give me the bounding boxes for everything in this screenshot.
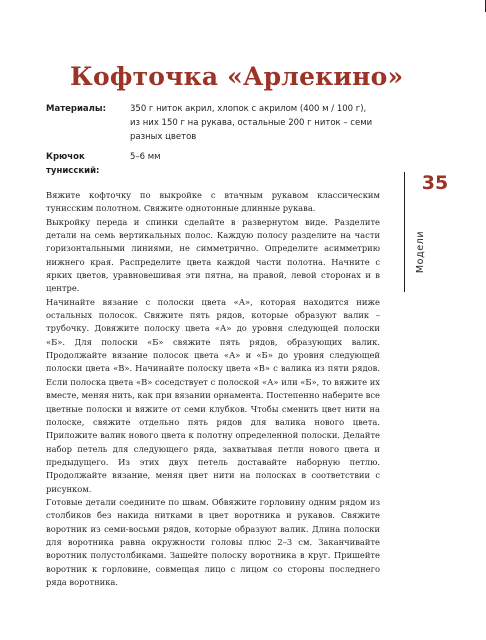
- paragraph: Готовые детали соедините по швам. Обвяжите горловину одним рядом из столбиков без накида нитками в цвет воротника и рукавов. Свяжите воротник из семи-восьми рядов, которые образуют валик. Длина полоски для воротника равна окружности головы плюс 2–3 см. Заканчивайте воротник полустолбиками. Зашейте полоску воротника в круг. Пришейте воротник к горловине, совмещая лицо с лицом со стороны последнего ряда воротника.: [46, 496, 380, 587]
- instructions-text: [46, 189, 380, 589]
- page-title: Кофточка «Арлекино»: [70, 62, 404, 91]
- section-label: Модели: [415, 230, 426, 274]
- paragraph: Выкройку переда и спинки сделайте в развернутом виде. Разделите детали на семь вертикальных полос. Каждую полосу разделите на части горизонтальными линиями, не симметрично. Определите асимметрию нижнего края. Распределите цвета каждой части полотна. Начните с ярких цветов, уравновешивая эти пятна, на правой, левой сторонах и в центре.: [46, 216, 380, 294]
- materials-label: Материалы:: [46, 104, 106, 114]
- paragraph: Начинайте вязание с полоски цвета «А», которая находится ниже остальных полосок. Свяжите пять рядов, которые образуют валик – трубочку. Довяжите полоску цвета «А» до уровня следующей полоски «Б». Для полоски «Б» свяжите пять рядов, образующих валик. Продолжайте вязание полосок цвета «А» и «Б» до уровня следующей полоски цвета «В». Начинайте полоску цвета «В» с валика из пяти рядов. Если полоска цвета «В» соседствует с полоской «А» или «Б», то вяжите их вместе, меняя нить, как при вязании орнамента. Постепенно наберите все цветные полоски и вяжите от семи клубков. Чтобы сменить цвет нити на полоске, свяжите отдельно пять рядов для валика нового цвета. Приложите валик нового цвета к полотну определенной полоски. Делайте набор петель для следующего ряда, захватывая петли нового цвета и предыдущего. Из этих двух петель доставайте наборную петлю. Продолжайте вязание, меняя цвет нити на полосках в соответствии с рисунком.: [46, 296, 380, 494]
- page-number: 35: [412, 172, 458, 194]
- paragraph: Вяжите кофточку по выкройке с втачным рукавом классическим тунисским полотном. Свяжите однотонные длинные рукава.: [46, 190, 380, 214]
- hook-value: 5–6 мм: [130, 152, 161, 162]
- materials-value: 350 г ниток акрил, хлопок с акрилом (400 м / 100 г), из них 150 г на рукава, остальные 200 г ниток – семи разных цветов: [130, 104, 373, 142]
- hook-label: Крючок тунисский:: [46, 152, 100, 176]
